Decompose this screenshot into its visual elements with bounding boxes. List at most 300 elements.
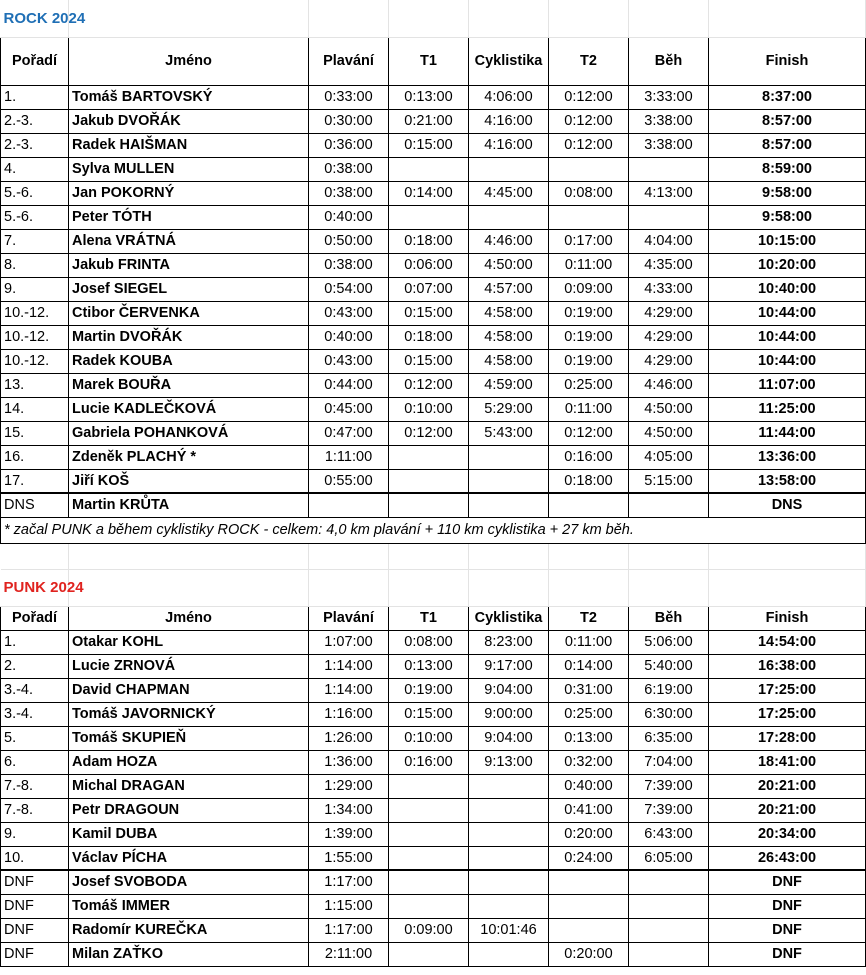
bike-cell[interactable] bbox=[469, 942, 549, 966]
swim-cell[interactable]: 1:55:00 bbox=[309, 846, 389, 870]
header-name[interactable]: Jméno bbox=[69, 37, 309, 85]
t2-cell[interactable] bbox=[549, 493, 629, 517]
t1-cell[interactable]: 0:18:00 bbox=[389, 229, 469, 253]
finish-cell[interactable]: 13:36:00 bbox=[709, 445, 866, 469]
cell[interactable] bbox=[469, 543, 549, 569]
finish-cell[interactable]: 17:28:00 bbox=[709, 726, 866, 750]
rank-cell[interactable]: 7. bbox=[1, 229, 69, 253]
rank-cell[interactable]: 9. bbox=[1, 277, 69, 301]
t1-cell[interactable] bbox=[389, 469, 469, 493]
t2-cell[interactable]: 0:19:00 bbox=[549, 325, 629, 349]
finish-cell[interactable]: 20:34:00 bbox=[709, 822, 866, 846]
swim-cell[interactable]: 2:11:00 bbox=[309, 942, 389, 966]
run-cell[interactable]: 4:50:00 bbox=[629, 397, 709, 421]
name-cell[interactable]: Martin KRŮTA bbox=[69, 493, 309, 517]
t2-cell[interactable]: 0:31:00 bbox=[549, 678, 629, 702]
t2-cell[interactable]: 0:24:00 bbox=[549, 846, 629, 870]
cell[interactable] bbox=[69, 543, 309, 569]
name-cell[interactable]: Tomáš JAVORNICKÝ bbox=[69, 702, 309, 726]
run-cell[interactable] bbox=[629, 493, 709, 517]
t1-cell[interactable] bbox=[389, 846, 469, 870]
t2-cell[interactable] bbox=[549, 894, 629, 918]
run-cell[interactable] bbox=[629, 157, 709, 181]
run-cell[interactable]: 3:38:00 bbox=[629, 109, 709, 133]
bike-cell[interactable]: 4:58:00 bbox=[469, 349, 549, 373]
rank-cell[interactable]: 7.-8. bbox=[1, 798, 69, 822]
finish-cell[interactable]: 10:20:00 bbox=[709, 253, 866, 277]
header-swim[interactable]: Plavání bbox=[309, 37, 389, 85]
t1-cell[interactable] bbox=[389, 157, 469, 181]
t2-cell[interactable]: 0:14:00 bbox=[549, 654, 629, 678]
run-cell[interactable] bbox=[629, 894, 709, 918]
rank-cell[interactable]: 2.-3. bbox=[1, 109, 69, 133]
name-cell[interactable]: David CHAPMAN bbox=[69, 678, 309, 702]
t2-cell[interactable]: 0:16:00 bbox=[549, 445, 629, 469]
t2-cell[interactable]: 0:12:00 bbox=[549, 109, 629, 133]
run-cell[interactable]: 4:13:00 bbox=[629, 181, 709, 205]
run-cell[interactable]: 4:29:00 bbox=[629, 349, 709, 373]
swim-cell[interactable]: 1:14:00 bbox=[309, 678, 389, 702]
swim-cell[interactable]: 1:26:00 bbox=[309, 726, 389, 750]
header-rank[interactable]: Pořadí bbox=[1, 37, 69, 85]
bike-cell[interactable]: 4:59:00 bbox=[469, 373, 549, 397]
swim-cell[interactable]: 1:07:00 bbox=[309, 630, 389, 654]
name-cell[interactable]: Zdeněk PLACHÝ * bbox=[69, 445, 309, 469]
run-cell[interactable]: 5:15:00 bbox=[629, 469, 709, 493]
name-cell[interactable]: Sylva MULLEN bbox=[69, 157, 309, 181]
cell[interactable] bbox=[549, 569, 629, 606]
run-cell[interactable]: 6:05:00 bbox=[629, 846, 709, 870]
t1-cell[interactable]: 0:14:00 bbox=[389, 181, 469, 205]
swim-cell[interactable]: 1:14:00 bbox=[309, 654, 389, 678]
rank-cell[interactable]: 5.-6. bbox=[1, 205, 69, 229]
header-run[interactable]: Běh bbox=[629, 606, 709, 630]
header-t1[interactable]: T1 bbox=[389, 606, 469, 630]
run-cell[interactable]: 6:30:00 bbox=[629, 702, 709, 726]
bike-cell[interactable]: 5:29:00 bbox=[469, 397, 549, 421]
run-cell[interactable]: 4:04:00 bbox=[629, 229, 709, 253]
header-rank[interactable]: Pořadí bbox=[1, 606, 69, 630]
rank-cell[interactable]: 16. bbox=[1, 445, 69, 469]
header-finish[interactable]: Finish bbox=[709, 37, 866, 85]
run-cell[interactable]: 4:05:00 bbox=[629, 445, 709, 469]
cell[interactable] bbox=[309, 569, 389, 606]
rank-cell[interactable]: 10.-12. bbox=[1, 325, 69, 349]
finish-cell[interactable]: 10:15:00 bbox=[709, 229, 866, 253]
run-cell[interactable]: 7:04:00 bbox=[629, 750, 709, 774]
cell[interactable] bbox=[629, 543, 709, 569]
finish-cell[interactable]: 11:07:00 bbox=[709, 373, 866, 397]
t2-cell[interactable]: 0:41:00 bbox=[549, 798, 629, 822]
run-cell[interactable]: 6:35:00 bbox=[629, 726, 709, 750]
t1-cell[interactable]: 0:15:00 bbox=[389, 301, 469, 325]
t1-cell[interactable]: 0:08:00 bbox=[389, 630, 469, 654]
name-cell[interactable]: Josef SVOBODA bbox=[69, 870, 309, 894]
rank-cell[interactable]: 10.-12. bbox=[1, 349, 69, 373]
bike-cell[interactable] bbox=[469, 469, 549, 493]
rank-cell[interactable]: 17. bbox=[1, 469, 69, 493]
cell[interactable] bbox=[709, 569, 866, 606]
run-cell[interactable] bbox=[629, 205, 709, 229]
t1-cell[interactable]: 0:07:00 bbox=[389, 277, 469, 301]
name-cell[interactable]: Tomáš BARTOVSKÝ bbox=[69, 85, 309, 109]
bike-cell[interactable] bbox=[469, 846, 549, 870]
finish-cell[interactable]: 14:54:00 bbox=[709, 630, 866, 654]
header-name[interactable]: Jméno bbox=[69, 606, 309, 630]
rank-cell[interactable]: DNS bbox=[1, 493, 69, 517]
finish-cell[interactable]: DNS bbox=[709, 493, 866, 517]
rank-cell[interactable]: 1. bbox=[1, 85, 69, 109]
header-swim[interactable]: Plavání bbox=[309, 606, 389, 630]
swim-cell[interactable]: 1:11:00 bbox=[309, 445, 389, 469]
bike-cell[interactable]: 5:43:00 bbox=[469, 421, 549, 445]
finish-cell[interactable]: DNF bbox=[709, 870, 866, 894]
finish-cell[interactable]: 9:58:00 bbox=[709, 205, 866, 229]
t1-cell[interactable] bbox=[389, 942, 469, 966]
bike-cell[interactable]: 9:04:00 bbox=[469, 726, 549, 750]
t2-cell[interactable]: 0:18:00 bbox=[549, 469, 629, 493]
t1-cell[interactable]: 0:10:00 bbox=[389, 726, 469, 750]
bike-cell[interactable]: 4:45:00 bbox=[469, 181, 549, 205]
t1-cell[interactable] bbox=[389, 774, 469, 798]
swim-cell[interactable]: 0:40:00 bbox=[309, 205, 389, 229]
t2-cell[interactable]: 0:11:00 bbox=[549, 630, 629, 654]
footnote-row bbox=[1, 517, 866, 543]
header-t1[interactable]: T1 bbox=[389, 37, 469, 85]
t1-cell[interactable]: 0:15:00 bbox=[389, 702, 469, 726]
swim-cell[interactable]: 0:36:00 bbox=[309, 133, 389, 157]
t2-cell[interactable]: 0:09:00 bbox=[549, 277, 629, 301]
name-cell[interactable]: Jakub DVOŘÁK bbox=[69, 109, 309, 133]
t1-cell[interactable]: 0:12:00 bbox=[389, 373, 469, 397]
header-finish[interactable]: Finish bbox=[709, 606, 866, 630]
cell[interactable] bbox=[549, 543, 629, 569]
cell[interactable] bbox=[709, 0, 866, 37]
name-cell[interactable]: Radek HAIŠMAN bbox=[69, 133, 309, 157]
swim-cell[interactable]: 1:17:00 bbox=[309, 870, 389, 894]
t2-cell[interactable]: 0:25:00 bbox=[549, 373, 629, 397]
finish-cell[interactable]: 10:44:00 bbox=[709, 325, 866, 349]
swim-cell[interactable]: 0:33:00 bbox=[309, 85, 389, 109]
run-cell[interactable] bbox=[629, 942, 709, 966]
name-cell[interactable]: Jiří KOŠ bbox=[69, 469, 309, 493]
rank-cell[interactable]: 8. bbox=[1, 253, 69, 277]
t2-cell[interactable]: 0:13:00 bbox=[549, 726, 629, 750]
t1-cell[interactable] bbox=[389, 894, 469, 918]
name-cell[interactable]: Petr DRAGOUN bbox=[69, 798, 309, 822]
cell[interactable] bbox=[629, 569, 709, 606]
t1-cell[interactable]: 0:21:00 bbox=[389, 109, 469, 133]
swim-cell[interactable]: 0:38:00 bbox=[309, 253, 389, 277]
name-cell[interactable]: Otakar KOHL bbox=[69, 630, 309, 654]
name-cell[interactable]: Jan POKORNÝ bbox=[69, 181, 309, 205]
finish-cell[interactable]: 16:38:00 bbox=[709, 654, 866, 678]
swim-cell[interactable]: 0:38:00 bbox=[309, 157, 389, 181]
rank-cell[interactable]: 7.-8. bbox=[1, 774, 69, 798]
bike-cell[interactable]: 9:00:00 bbox=[469, 702, 549, 726]
run-cell[interactable]: 3:33:00 bbox=[629, 85, 709, 109]
t1-cell[interactable] bbox=[389, 493, 469, 517]
swim-cell[interactable]: 0:50:00 bbox=[309, 229, 389, 253]
swim-cell[interactable]: 1:39:00 bbox=[309, 822, 389, 846]
rank-cell[interactable]: DNF bbox=[1, 918, 69, 942]
bike-cell[interactable]: 4:16:00 bbox=[469, 133, 549, 157]
name-cell[interactable]: Peter TÓTH bbox=[69, 205, 309, 229]
rank-cell[interactable]: 13. bbox=[1, 373, 69, 397]
cell[interactable] bbox=[309, 543, 389, 569]
t1-cell[interactable]: 0:19:00 bbox=[389, 678, 469, 702]
rank-cell[interactable]: 6. bbox=[1, 750, 69, 774]
rank-cell[interactable]: 5. bbox=[1, 726, 69, 750]
t1-cell[interactable] bbox=[389, 205, 469, 229]
rank-cell[interactable]: 10.-12. bbox=[1, 301, 69, 325]
swim-cell[interactable]: 0:55:00 bbox=[309, 469, 389, 493]
finish-cell[interactable]: 8:57:00 bbox=[709, 133, 866, 157]
swim-cell[interactable]: 1:17:00 bbox=[309, 918, 389, 942]
t1-cell[interactable] bbox=[389, 870, 469, 894]
rank-cell[interactable]: 9. bbox=[1, 822, 69, 846]
t2-cell[interactable]: 0:20:00 bbox=[549, 942, 629, 966]
run-cell[interactable]: 4:35:00 bbox=[629, 253, 709, 277]
rank-cell[interactable]: DNF bbox=[1, 870, 69, 894]
rock-title[interactable]: ROCK 2024 bbox=[1, 0, 69, 37]
rank-cell[interactable]: 15. bbox=[1, 421, 69, 445]
finish-cell[interactable]: 11:25:00 bbox=[709, 397, 866, 421]
t2-cell[interactable]: 0:19:00 bbox=[549, 349, 629, 373]
rank-cell[interactable]: DNF bbox=[1, 942, 69, 966]
swim-cell[interactable]: 1:29:00 bbox=[309, 774, 389, 798]
t2-cell[interactable] bbox=[549, 205, 629, 229]
name-cell[interactable]: Marek BOUŘA bbox=[69, 373, 309, 397]
cell[interactable] bbox=[549, 0, 629, 37]
run-cell[interactable]: 6:43:00 bbox=[629, 822, 709, 846]
t2-cell[interactable] bbox=[549, 870, 629, 894]
rank-cell[interactable]: DNF bbox=[1, 894, 69, 918]
t2-cell[interactable]: 0:19:00 bbox=[549, 301, 629, 325]
t1-cell[interactable] bbox=[389, 798, 469, 822]
name-cell[interactable]: Michal DRAGAN bbox=[69, 774, 309, 798]
run-cell[interactable]: 4:46:00 bbox=[629, 373, 709, 397]
t2-cell[interactable]: 0:12:00 bbox=[549, 133, 629, 157]
bike-cell[interactable]: 9:04:00 bbox=[469, 678, 549, 702]
swim-cell[interactable]: 0:30:00 bbox=[309, 109, 389, 133]
swim-cell[interactable]: 0:40:00 bbox=[309, 325, 389, 349]
punk-title[interactable]: PUNK 2024 bbox=[1, 569, 69, 606]
run-cell[interactable]: 5:06:00 bbox=[629, 630, 709, 654]
finish-cell[interactable]: 8:37:00 bbox=[709, 85, 866, 109]
bike-cell[interactable]: 4:46:00 bbox=[469, 229, 549, 253]
t1-cell[interactable]: 0:13:00 bbox=[389, 654, 469, 678]
run-cell[interactable] bbox=[629, 918, 709, 942]
t2-cell[interactable]: 0:17:00 bbox=[549, 229, 629, 253]
t1-cell[interactable]: 0:15:00 bbox=[389, 133, 469, 157]
t2-cell[interactable]: 0:40:00 bbox=[549, 774, 629, 798]
t1-cell[interactable]: 0:13:00 bbox=[389, 85, 469, 109]
name-cell[interactable]: Jakub FRINTA bbox=[69, 253, 309, 277]
cell[interactable] bbox=[389, 543, 469, 569]
finish-cell[interactable]: DNF bbox=[709, 894, 866, 918]
run-cell[interactable]: 4:29:00 bbox=[629, 325, 709, 349]
cell[interactable] bbox=[629, 0, 709, 37]
name-cell[interactable]: Alena VRÁTNÁ bbox=[69, 229, 309, 253]
bike-cell[interactable]: 4:16:00 bbox=[469, 109, 549, 133]
run-cell[interactable]: 3:38:00 bbox=[629, 133, 709, 157]
rank-cell[interactable]: 2. bbox=[1, 654, 69, 678]
swim-cell[interactable]: 1:36:00 bbox=[309, 750, 389, 774]
name-cell[interactable]: Tomáš SKUPIEŇ bbox=[69, 726, 309, 750]
t1-cell[interactable]: 0:06:00 bbox=[389, 253, 469, 277]
finish-cell[interactable]: 8:59:00 bbox=[709, 157, 866, 181]
t1-cell[interactable] bbox=[389, 445, 469, 469]
t1-cell[interactable]: 0:16:00 bbox=[389, 750, 469, 774]
header-bike[interactable]: Cyklistika bbox=[469, 37, 549, 85]
bike-cell[interactable] bbox=[469, 798, 549, 822]
run-cell[interactable]: 4:33:00 bbox=[629, 277, 709, 301]
name-cell[interactable]: Josef SIEGEL bbox=[69, 277, 309, 301]
swim-cell[interactable]: 0:43:00 bbox=[309, 301, 389, 325]
cell[interactable] bbox=[469, 0, 549, 37]
name-cell[interactable]: Milan ZAŤKO bbox=[69, 942, 309, 966]
finish-cell[interactable]: DNF bbox=[709, 918, 866, 942]
swim-cell[interactable]: 1:15:00 bbox=[309, 894, 389, 918]
cell[interactable] bbox=[69, 569, 309, 606]
t2-cell[interactable]: 0:11:00 bbox=[549, 253, 629, 277]
swim-cell[interactable]: 1:16:00 bbox=[309, 702, 389, 726]
finish-cell[interactable]: 9:58:00 bbox=[709, 181, 866, 205]
bike-cell[interactable] bbox=[469, 894, 549, 918]
name-cell[interactable]: Lucie KADLEČKOVÁ bbox=[69, 397, 309, 421]
swim-cell[interactable]: 1:34:00 bbox=[309, 798, 389, 822]
cell[interactable] bbox=[309, 0, 389, 37]
finish-cell[interactable]: 20:21:00 bbox=[709, 774, 866, 798]
finish-cell[interactable]: 17:25:00 bbox=[709, 702, 866, 726]
finish-cell[interactable]: 10:44:00 bbox=[709, 301, 866, 325]
header-t2[interactable]: T2 bbox=[549, 37, 629, 85]
bike-cell[interactable] bbox=[469, 774, 549, 798]
table-row bbox=[1, 942, 866, 966]
name-cell[interactable]: Martin DVOŘÁK bbox=[69, 325, 309, 349]
run-cell[interactable]: 6:19:00 bbox=[629, 678, 709, 702]
bike-cell[interactable] bbox=[469, 493, 549, 517]
bike-cell[interactable]: 4:50:00 bbox=[469, 253, 549, 277]
finish-cell[interactable]: 10:44:00 bbox=[709, 349, 866, 373]
name-cell[interactable]: Tomáš IMMER bbox=[69, 894, 309, 918]
t1-cell[interactable]: 0:15:00 bbox=[389, 349, 469, 373]
run-cell[interactable]: 5:40:00 bbox=[629, 654, 709, 678]
name-cell[interactable]: Lucie ZRNOVÁ bbox=[69, 654, 309, 678]
cell[interactable] bbox=[469, 569, 549, 606]
name-cell[interactable]: Gabriela POHANKOVÁ bbox=[69, 421, 309, 445]
finish-cell[interactable]: DNF bbox=[709, 942, 866, 966]
swim-cell[interactable]: 0:44:00 bbox=[309, 373, 389, 397]
run-cell[interactable]: 4:50:00 bbox=[629, 421, 709, 445]
rank-cell[interactable]: 2.-3. bbox=[1, 133, 69, 157]
t2-cell[interactable]: 0:08:00 bbox=[549, 181, 629, 205]
bike-cell[interactable] bbox=[469, 445, 549, 469]
swim-cell[interactable] bbox=[309, 493, 389, 517]
finish-cell[interactable]: 8:57:00 bbox=[709, 109, 866, 133]
cell[interactable] bbox=[1, 543, 69, 569]
name-cell[interactable]: Adam HOZA bbox=[69, 750, 309, 774]
footnote[interactable]: * začal PUNK a během cyklistiky ROCK - celkem: 4,0 km plavání + 110 km cyklistika + 27 km běh. bbox=[1, 517, 866, 543]
finish-cell[interactable]: 13:58:00 bbox=[709, 469, 866, 493]
rank-cell[interactable]: 14. bbox=[1, 397, 69, 421]
swim-cell[interactable]: 0:38:00 bbox=[309, 181, 389, 205]
finish-cell[interactable]: 10:40:00 bbox=[709, 277, 866, 301]
name-cell[interactable]: Radek KOUBA bbox=[69, 349, 309, 373]
t2-cell[interactable]: 0:11:00 bbox=[549, 397, 629, 421]
swim-cell[interactable]: 0:47:00 bbox=[309, 421, 389, 445]
rank-cell[interactable]: 3.-4. bbox=[1, 702, 69, 726]
t2-cell[interactable] bbox=[549, 157, 629, 181]
bike-cell[interactable] bbox=[469, 822, 549, 846]
finish-cell[interactable]: 17:25:00 bbox=[709, 678, 866, 702]
finish-cell[interactable]: 18:41:00 bbox=[709, 750, 866, 774]
name-cell[interactable]: Ctibor ČERVENKA bbox=[69, 301, 309, 325]
t2-cell[interactable]: 0:32:00 bbox=[549, 750, 629, 774]
bike-cell[interactable] bbox=[469, 205, 549, 229]
cell[interactable] bbox=[389, 569, 469, 606]
run-cell[interactable]: 7:39:00 bbox=[629, 774, 709, 798]
header-run[interactable]: Běh bbox=[629, 37, 709, 85]
run-cell[interactable]: 7:39:00 bbox=[629, 798, 709, 822]
bike-cell[interactable]: 4:57:00 bbox=[469, 277, 549, 301]
rank-cell[interactable]: 10. bbox=[1, 846, 69, 870]
header-t2[interactable]: T2 bbox=[549, 606, 629, 630]
t1-cell[interactable]: 0:12:00 bbox=[389, 421, 469, 445]
bike-cell[interactable]: 4:06:00 bbox=[469, 85, 549, 109]
cell[interactable] bbox=[709, 543, 866, 569]
table-row bbox=[1, 654, 866, 678]
t2-cell[interactable]: 0:12:00 bbox=[549, 85, 629, 109]
name-cell[interactable]: Radomír KUREČKA bbox=[69, 918, 309, 942]
t2-cell[interactable]: 0:25:00 bbox=[549, 702, 629, 726]
swim-cell[interactable]: 0:43:00 bbox=[309, 349, 389, 373]
bike-cell[interactable]: 8:23:00 bbox=[469, 630, 549, 654]
header-bike[interactable]: Cyklistika bbox=[469, 606, 549, 630]
rank-cell[interactable]: 5.-6. bbox=[1, 181, 69, 205]
run-cell[interactable]: 4:29:00 bbox=[629, 301, 709, 325]
name-cell[interactable]: Václav PÍCHA bbox=[69, 846, 309, 870]
t1-cell[interactable]: 0:10:00 bbox=[389, 397, 469, 421]
t1-cell[interactable]: 0:09:00 bbox=[389, 918, 469, 942]
bike-cell[interactable] bbox=[469, 157, 549, 181]
finish-cell[interactable]: 11:44:00 bbox=[709, 421, 866, 445]
cell[interactable] bbox=[389, 0, 469, 37]
rank-cell[interactable]: 3.-4. bbox=[1, 678, 69, 702]
t2-cell[interactable]: 0:20:00 bbox=[549, 822, 629, 846]
bike-cell[interactable] bbox=[469, 870, 549, 894]
bike-cell[interactable]: 9:13:00 bbox=[469, 750, 549, 774]
cell[interactable] bbox=[69, 0, 309, 37]
run-cell[interactable] bbox=[629, 870, 709, 894]
rank-cell[interactable]: 1. bbox=[1, 630, 69, 654]
rank-cell[interactable]: 4. bbox=[1, 157, 69, 181]
swim-cell[interactable]: 0:54:00 bbox=[309, 277, 389, 301]
finish-cell[interactable]: 26:43:00 bbox=[709, 846, 866, 870]
name-cell[interactable]: Kamil DUBA bbox=[69, 822, 309, 846]
t2-cell[interactable] bbox=[549, 918, 629, 942]
t1-cell[interactable] bbox=[389, 822, 469, 846]
swim-cell[interactable]: 0:45:00 bbox=[309, 397, 389, 421]
bike-cell[interactable]: 10:01:46 bbox=[469, 918, 549, 942]
t1-cell[interactable]: 0:18:00 bbox=[389, 325, 469, 349]
finish-cell[interactable]: 20:21:00 bbox=[709, 798, 866, 822]
bike-cell[interactable]: 9:17:00 bbox=[469, 654, 549, 678]
bike-cell[interactable]: 4:58:00 bbox=[469, 301, 549, 325]
t2-cell[interactable]: 0:12:00 bbox=[549, 421, 629, 445]
bike-cell[interactable]: 4:58:00 bbox=[469, 325, 549, 349]
